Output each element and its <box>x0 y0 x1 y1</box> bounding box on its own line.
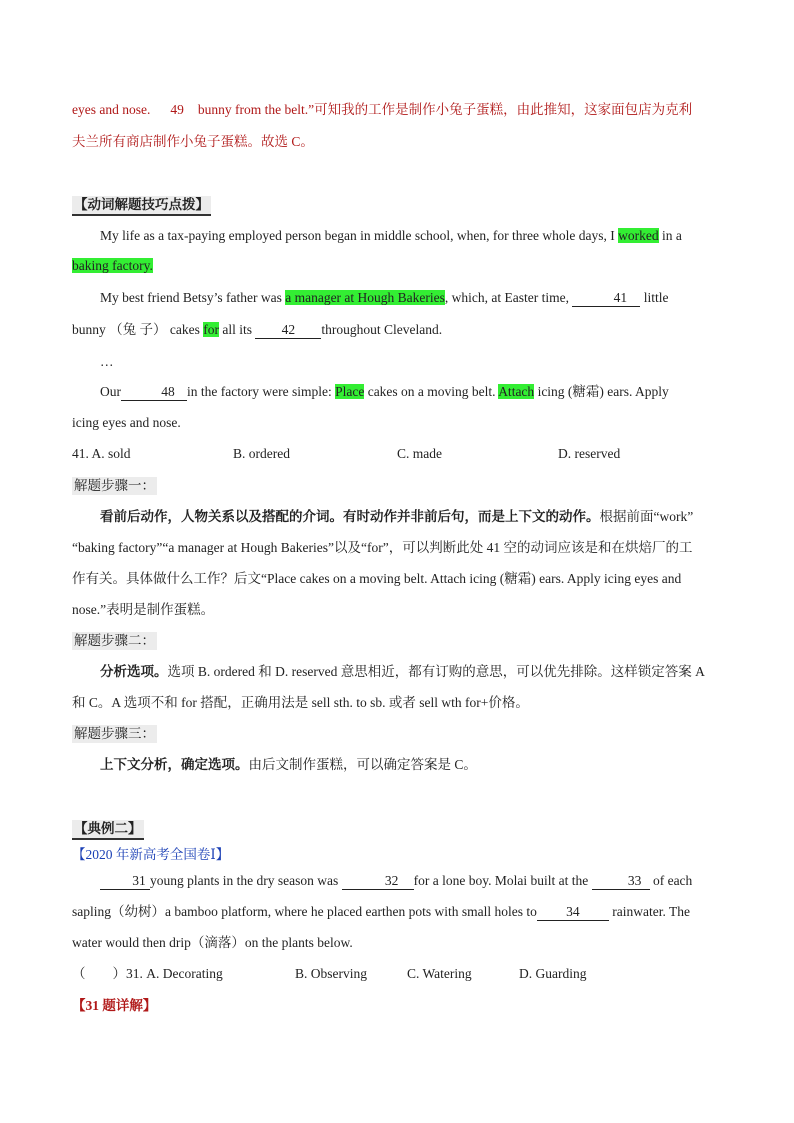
step-2-label: 解题步骤二： <box>74 633 155 648</box>
blank-32: 32 <box>342 873 414 890</box>
passage-line-3 <box>72 288 722 308</box>
highlight-place: Place <box>335 384 365 399</box>
step-2-line-2: 和 C。A 选项不和 for 搭配，正确用法是 sell sth. to sb. 或者 sell wth for+价格。 <box>72 695 529 710</box>
passage-line-4-mid: all its <box>218 322 256 337</box>
example-line-2-end: rainwater. The <box>608 904 690 919</box>
passage-line-2 <box>72 256 722 276</box>
step-1-line-3: 作有关。具体做什么工作？后文“Place cakes on a moving belt. Attach icing (糖霜) ears. Apply icing eyes and <box>72 571 682 586</box>
example-line-1 <box>72 871 722 891</box>
blank-33: 33 <box>592 873 650 890</box>
section-heading-example-2: 【典例二】 <box>72 820 144 840</box>
step-2-line-1 <box>72 662 722 682</box>
blank-31: 31 <box>100 873 150 890</box>
example-line-3: water would then drip（滴落）on the plants below. <box>72 935 353 950</box>
section-heading-verb-tips: 【动词解题技巧点拨】 <box>72 196 211 216</box>
step-3-line-1-rest: 由后文制作蛋糕，可以确定答案是 C。 <box>248 757 477 772</box>
blank-34: 34 <box>537 904 609 921</box>
question-31-detail-heading: 【31 题详解】 <box>72 998 157 1013</box>
example-line-1-mid: for a lone boy. Molai built at the <box>413 873 592 888</box>
highlight-baking-factory: baking factory. <box>72 258 153 273</box>
passage-line-4-text: bunny （兔 子） cakes <box>72 322 204 337</box>
step-1-key-point: 看前后动作，人物关系以及搭配的介词。有时动作并非前后句，而是上下文的动作。 <box>100 509 600 524</box>
passage-line-3-mid: , which, at Easter time, <box>444 290 573 305</box>
top-line-2: 夫兰所有商店制作小兔子蛋糕。故选 C。 <box>72 134 314 149</box>
passage-line-5-mid: in the factory were simple: <box>187 384 336 399</box>
step-2-key-point: 分析选项。 <box>100 664 168 679</box>
option-41-c: C. made <box>397 446 442 461</box>
step-3-label: 解题步骤三： <box>74 726 155 741</box>
top-line-1-pre: eyes and nose. <box>72 102 151 117</box>
option-31-d: D. Guarding <box>519 966 587 981</box>
passage-line-3-text: My best friend Betsy’s father was <box>100 290 286 305</box>
blank-48: 48 <box>121 384 187 401</box>
step-3-key-point: 上下文分析，确定选项。 <box>100 757 249 772</box>
step-1-line-1 <box>72 507 722 527</box>
highlight-attach: Attach <box>498 384 535 399</box>
blank-41: 41 <box>572 290 640 307</box>
option-31-a: （ ）31. A. Decorating <box>72 966 223 981</box>
blank-42: 42 <box>255 322 321 339</box>
passage-line-5-end: icing (糖霜) ears. Apply <box>534 384 669 399</box>
passage-line-5 <box>72 382 722 402</box>
example-line-2 <box>72 902 722 922</box>
step-1-line-4: nose.”表明是制作蛋糕。 <box>72 602 215 617</box>
example-line-1-end: of each <box>649 873 693 888</box>
option-41-d: D. reserved <box>558 446 621 461</box>
top-line-1-num: 49 <box>170 102 184 117</box>
step-1-label: 解题步骤一： <box>74 478 155 493</box>
highlight-for: for <box>203 322 219 337</box>
passage-line-1-end: in a <box>658 228 682 243</box>
exam-source: 【2020 年新高考全国卷Ⅰ】 <box>72 847 230 862</box>
passage-line-1-text: My life as a tax-paying employed person began in middle school, when, for three whole days, I <box>100 228 619 243</box>
option-41-a: 41. A. sold <box>72 446 131 461</box>
passage-line-5-mid2: cakes on a moving belt. <box>364 384 499 399</box>
example-line-1-text: young plants in the dry season was <box>150 873 342 888</box>
passage-line-1 <box>72 226 722 246</box>
step-1-line-1-rest: 根据前面“work” <box>599 509 694 524</box>
option-31-b: B. Observing <box>295 966 367 981</box>
passage-line-5-text: Our <box>100 384 121 399</box>
highlight-manager: a manager at Hough Bakeries <box>285 290 445 305</box>
passage-line-6: icing eyes and nose. <box>72 415 181 430</box>
top-line-1-post: bunny from the belt.”可知我的工作是制作小兔子蛋糕，由此推知，这家面包店为克利 <box>197 102 693 117</box>
step-1-line-2: “baking factory”“a manager at Hough Bakeries”以及“for”，可以判断此处 41 空的动词应该是和在烘焙厂的工 <box>72 540 693 555</box>
highlight-worked: worked <box>618 228 659 243</box>
step-2-line-1-rest: 选项 B. ordered 和 D. reserved 意思相近，都有订购的意思，可以优先排除。这样锁定答案 A <box>167 664 705 679</box>
passage-line-4 <box>72 320 722 340</box>
example-line-2-text: sapling（幼树）a bamboo platform, where he placed earthen pots with small holes to <box>72 904 537 919</box>
passage-ellipsis: … <box>100 354 114 369</box>
step-3-line-1 <box>72 755 722 775</box>
passage-line-3-end: little <box>640 290 669 305</box>
option-41-b: B. ordered <box>233 446 290 461</box>
option-31-c: C. Watering <box>407 966 472 981</box>
passage-line-4-end: throughout Cleveland. <box>321 322 443 337</box>
top-line-1 <box>72 100 722 120</box>
